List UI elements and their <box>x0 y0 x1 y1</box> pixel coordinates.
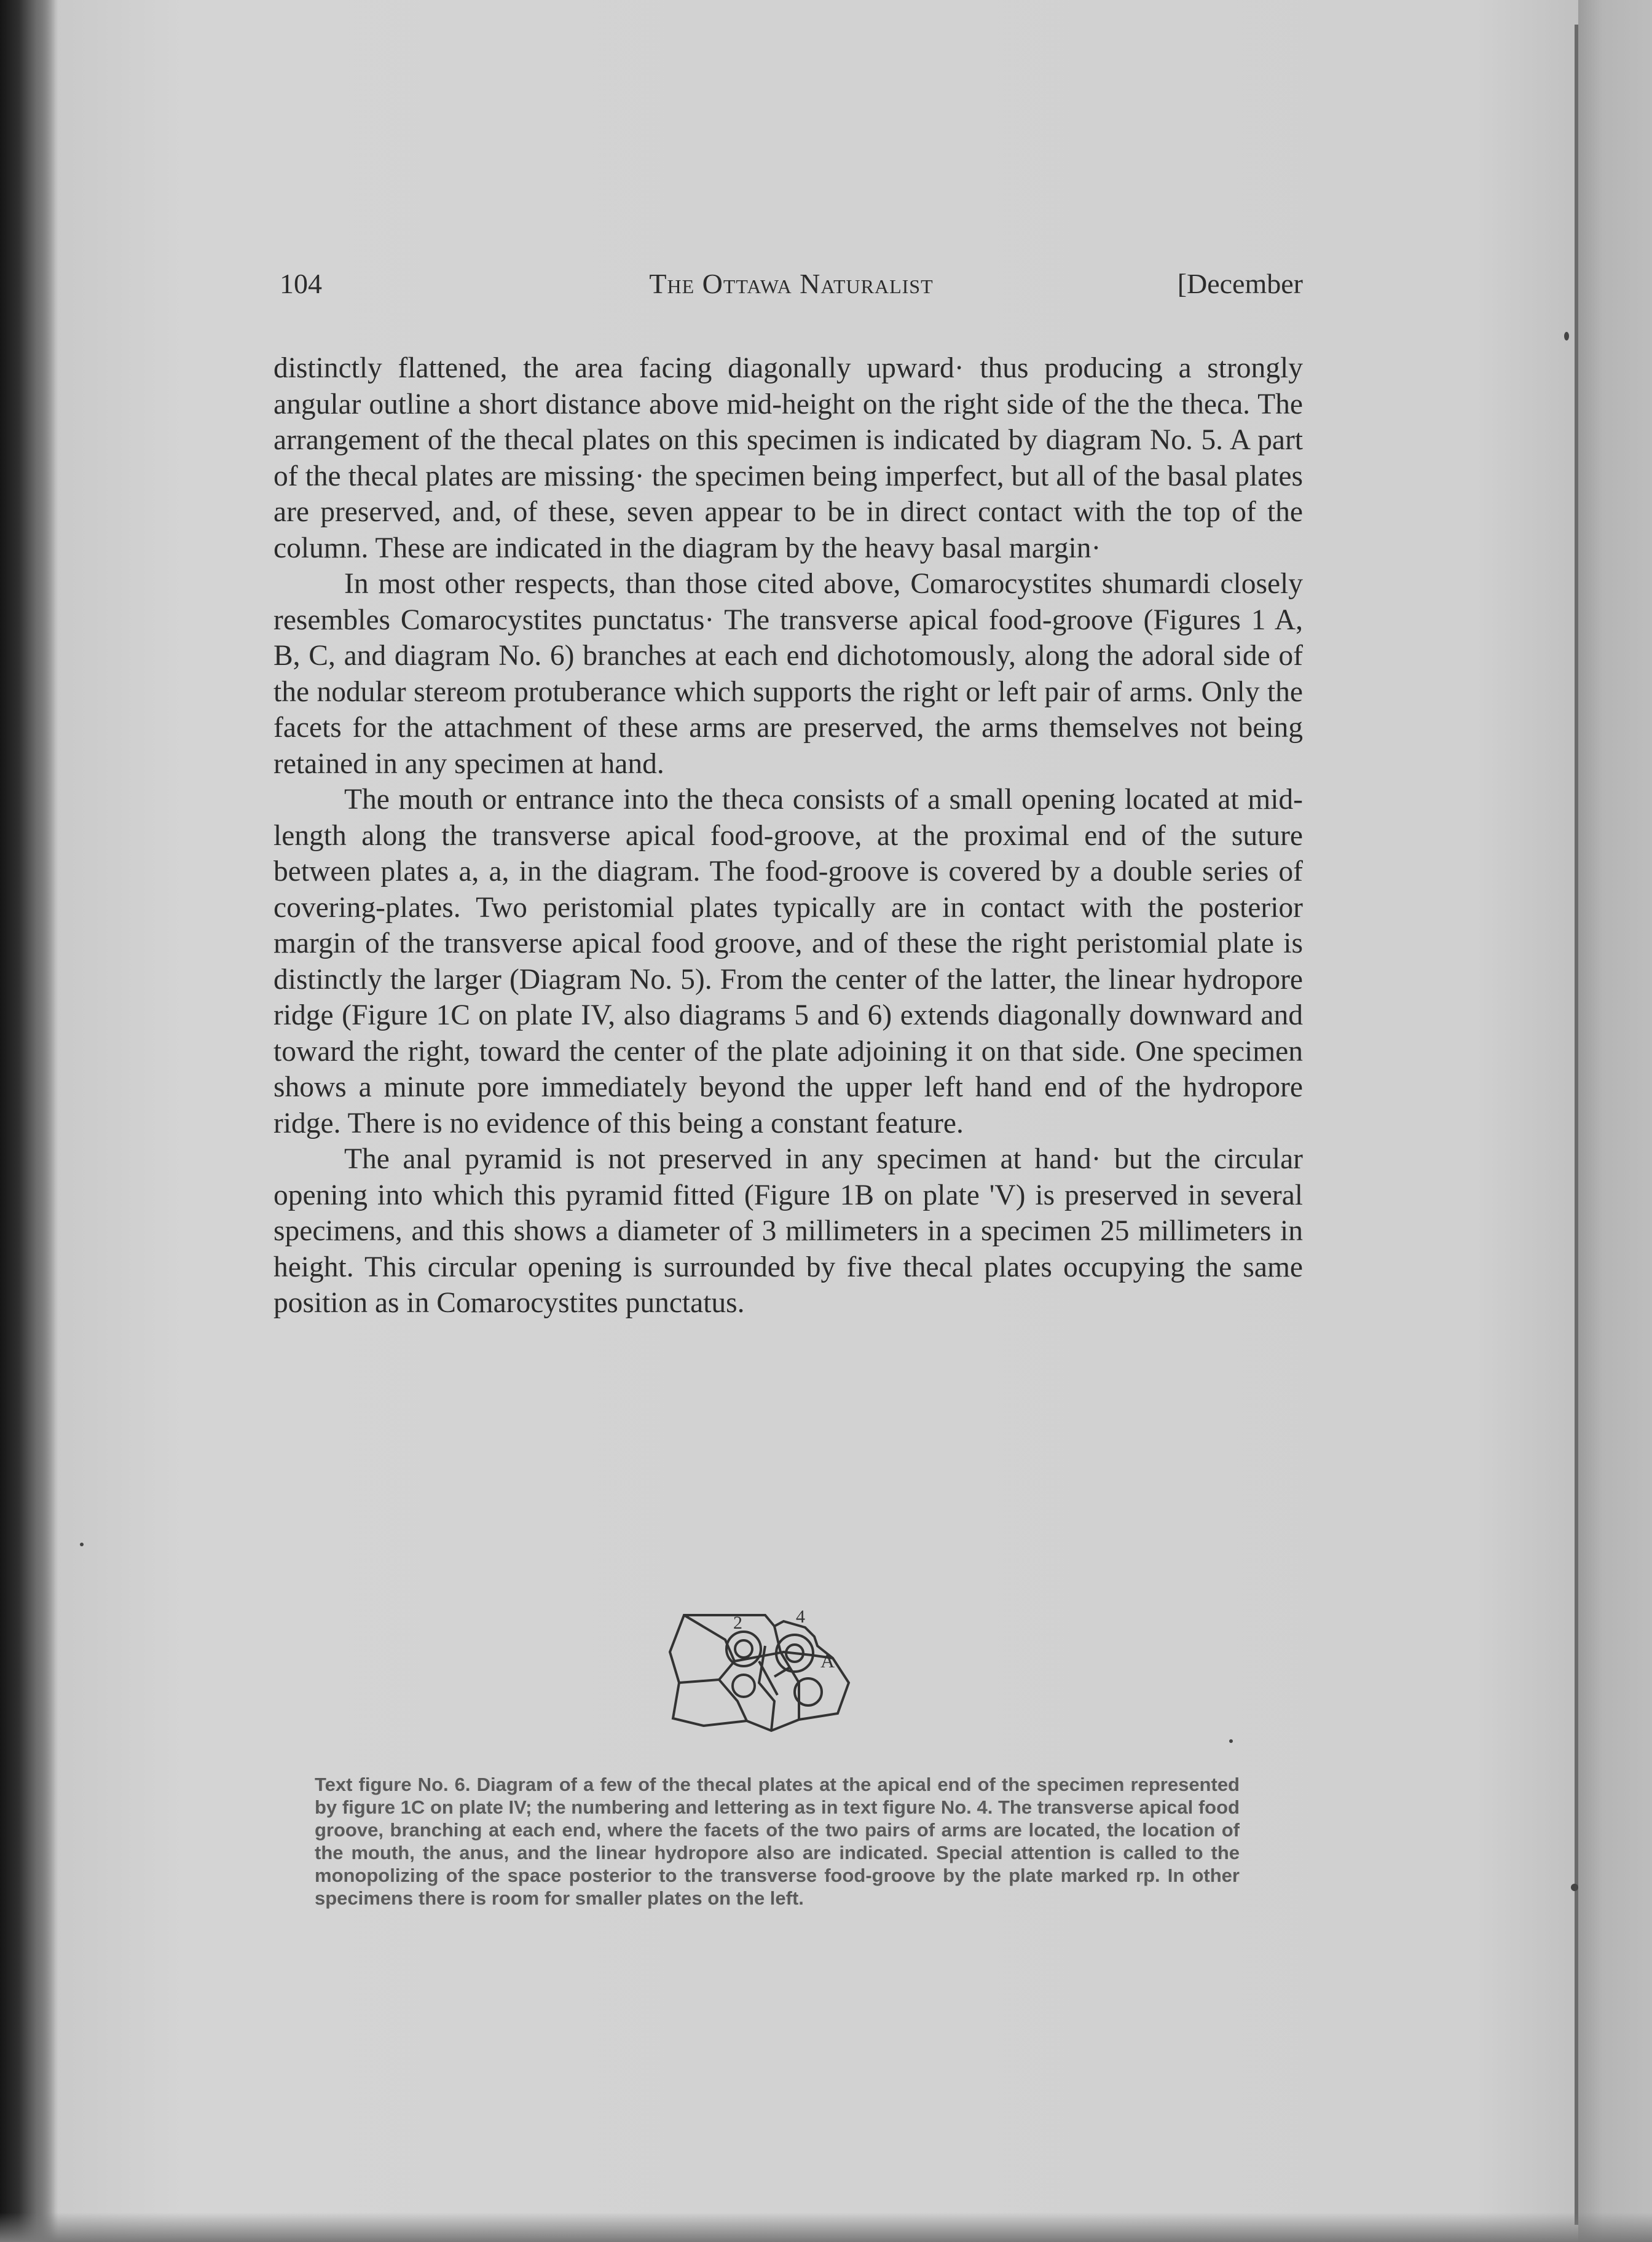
page-number: 104 <box>280 268 322 299</box>
hydropore-ridge <box>759 1646 774 1731</box>
paragraph-4: The anal pyramid is not preserved in any specimen at hand· but the circular opening into which this pyramid fitted (Figure 1B on plate 'V) is preserved in several specimens, and this shows a diameter of 3 millimeters in a specimen 25 millimeters in height. This circular opening is surrounded by five thecal plates occupying the same position as in Comarocystites punctatus. <box>273 1143 1303 1319</box>
paragraph-1: distinctly flattened, the area facing diagonally upward· thus producing a strongly angular outline a short distance above mid-height on the right side of the the theca. The arrangement of the thecal plates on this specimen is indicated by diagram No. 5. A part of the thecal plates are missing· the specimen being imperfect, but all of the basal plates are preserved, and, of these, seven appear to be in direct contact with the top of the column. These are indicated in the diagram by the heavy basal margin· <box>273 352 1303 564</box>
book-spine-shadow <box>0 0 58 2242</box>
paragraph-3: The mouth or entrance into the theca consists of a small opening located at mid-length along the transverse apical food-groove, at the proximal end of the suture between plates a, a, in the diagram. The food-groove is covered by a double series of covering-plates. Two peristomial plates typically are in contact with the posterior margin of the transverse apical food groove, and of these the right peristomial plate is distinctly the larger (Diagram No. 5). From the center of the latter, the linear hydropore ridge (Figure 1C on plate IV, also diagrams 5 and 6) extends diagonally downward and toward the right, toward the center of the plate adjoining it on that side. One specimen shows a minute pore immediately beyond the upper left hand end of the hydropore ridge. There is no evidence of this being a constant feature. <box>273 784 1303 1139</box>
scan-speck <box>1564 332 1569 340</box>
outer-plate-outline <box>670 1615 849 1731</box>
scan-speck <box>1229 1739 1233 1743</box>
plate-suture <box>774 1626 799 1720</box>
scan-speck <box>1571 1884 1578 1891</box>
running-header <box>280 267 1303 310</box>
arm-facet-inner <box>735 1640 752 1658</box>
diagram-label-2: 2 <box>733 1613 742 1633</box>
paragraph-2: In most other respects, than those cited above, Comarocystites shumardi closely resembles Comarocystites punctatus· The transverse apical food-groove (Figures 1 A, B, C, and diagram No. 6) branches at each end dichotomously, along the adoral side of the nodular stereom protuberance which supports the right or left pair of arms. Only the facets for the attachment of these arms are preserved, the arms themselves not being retained in any specimen at hand. <box>273 568 1303 780</box>
diagram-label-a: A <box>820 1650 835 1672</box>
figure-caption: Text figure No. 6. Diagram of a few of the thecal plates at the apical end of the specimen represented by figure 1C on plate IV; the numbering and lettering as in text figure No. 4. The transverse apical food groove, branching at each end, where the facets of the two pairs of arms are located, the location of the mouth, the anus, and the linear hydropore also are indicated. Special attention is called to the monopolizing of the space posterior to the transverse food-groove by the plate marked rp. In other specimens there is room for smaller plates on the left. <box>315 1774 1240 1909</box>
bottom-shadow <box>0 2212 1652 2242</box>
scan-speck <box>80 1543 84 1546</box>
thecal-plates-diagram <box>667 1609 900 1738</box>
mouth-opening <box>733 1675 755 1697</box>
arm-facet-left <box>726 1632 761 1666</box>
issue-month: [December <box>1177 268 1303 299</box>
diagram-label-4: 4 <box>796 1609 805 1627</box>
facing-page-margin <box>1578 0 1652 2242</box>
body-text <box>273 350 1303 1321</box>
running-title: The Ottawa Naturalist <box>649 268 934 299</box>
